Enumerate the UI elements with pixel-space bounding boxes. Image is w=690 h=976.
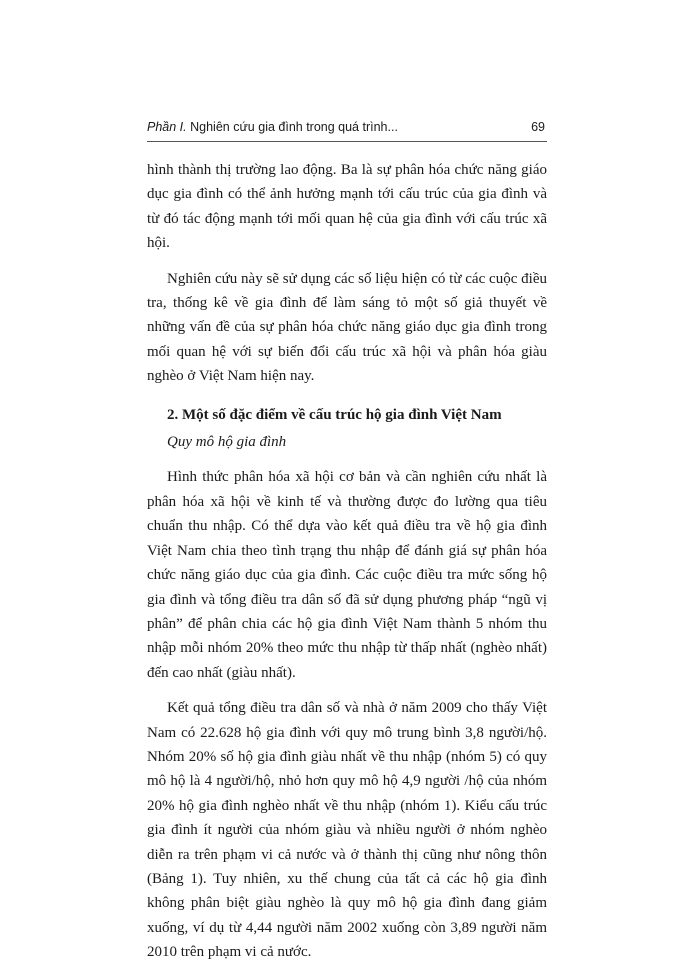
book-page <box>147 118 547 965</box>
part-label: Phần I. <box>147 120 187 134</box>
section-heading: 2. Một số đặc điểm về cấu trúc hộ gia đình Việt Nam <box>167 406 502 423</box>
paragraph-3: Hình thức phân hóa xã hội cơ bản và cần nghiên cứu nhất là phân hóa xã hội về kinh tế và thường được đo lường qua tiêu chuẩn thu nhập. Có thể dựa vào kết quả điều tra về hộ gia đình Việt Nam chia theo tình trạng thu nhập để đánh giá sự phân hóa chức năng giáo dục của gia đình. Các cuộc điều tra mức sống hộ gia đình và tổng điều tra dân số đã sử dụng phương pháp “ngũ vị phân” để phân chia các hộ gia đình Việt Nam thành 5 nhóm thu nhập mỗi nhóm 20% theo mức thu nhập từ thấp nhất (nghèo nhất) đến cao nhất (giàu nhất). <box>147 469 547 681</box>
paragraph-4: Kết quả tổng điều tra dân số và nhà ở năm 2009 cho thấy Việt Nam có 22.628 hộ gia đình với quy mô trung bình 3,8 người/hộ. Nhóm 20% số hộ gia đình giàu nhất về thu nhập (nhóm 5) có quy mô hộ là 4 người/hộ, nhỏ hơn quy mô hộ 4,9 người /hộ của nhóm 20% hộ gia đình nghèo nhất về thu nhập (nhóm 1). Kiểu cấu trúc gia đình ít người của nhóm giàu và nhiều người ở nhóm nghèo diễn ra trên phạm vi cả nước và ở thành thị cũng như nông thôn (Bảng 1). Tuy nhiên, xu thế chung của tất cả các hộ gia đình không phân biệt giàu nghèo là quy mô hộ gia đình đang giảm xuống, ví dụ từ 4,44 người năm 2002 xuống còn 3,89 người năm 2010 trên phạm vi cả nước. <box>147 700 547 961</box>
paragraph-2: Nghiên cứu này sẽ sử dụng các số liệu hiện có từ các cuộc điều tra, thống kê về gia đình để làm sáng tỏ một số giả thuyết về những vấn đề của sự phân hóa chức năng giáo dục gia đình trong mối quan hệ với sự biến đổi cấu trúc xã hội và phân hóa giàu nghèo ở Việt Nam hiện nay. <box>147 270 547 385</box>
paragraph-1: hình thành thị trường lao động. Ba là sự phân hóa chức năng giáo dục gia đình có thể ảnh hưởng mạnh tới cấu trúc của gia đình và từ đó tác động mạnh tới mối quan hệ của gia đình với cấu trúc xã hội. <box>147 162 547 252</box>
running-header <box>147 118 547 140</box>
section-title: Nghiên cứu gia đình trong quá trình... <box>190 120 398 134</box>
subsection-heading: Quy mô hộ gia đình <box>167 434 287 451</box>
header-rule <box>147 141 547 142</box>
body-text <box>147 158 547 965</box>
page-number: 69 <box>531 120 545 134</box>
